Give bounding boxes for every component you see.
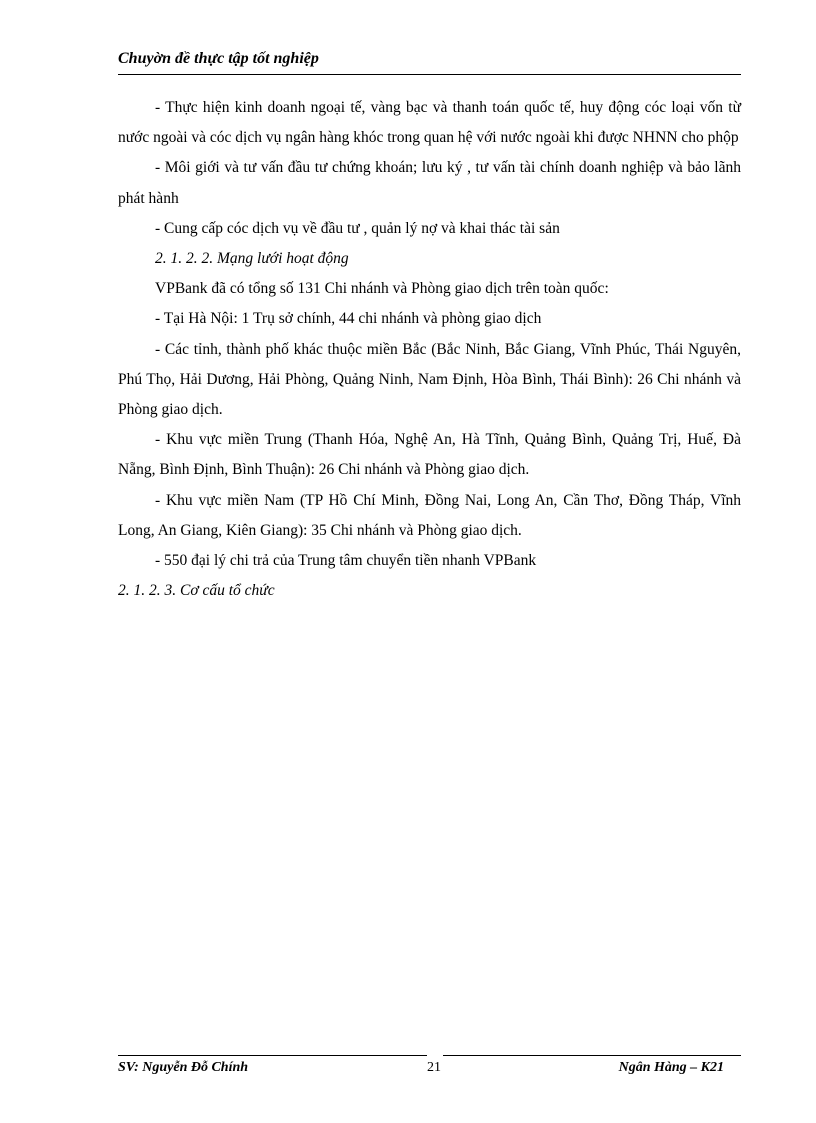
paragraph-agents: - 550 đại lý chi trả của Trung tâm chuyển tiền nhanh VPBank — [155, 552, 537, 570]
paragraph-south-region: - Khu vực miền Nam (TP Hồ Chí Minh, Đồng Nai, Long An, Cần Thơ, Đồng Tháp, Vĩnh Long, An Giang, Kiên Giang): 35 Chi nhánh và Phòng giao dịch. — [118, 491, 741, 539]
page-header — [118, 50, 741, 75]
document-body — [118, 93, 741, 606]
paragraph-brokerage: - Môi giới và tư vấn đầu tư chứng khoán; lưu ký , tư vấn tài chính doanh nghiệp và bảo lãnh phát hành — [118, 159, 741, 207]
footer-divider-right — [443, 1055, 741, 1056]
paragraph-north-region: - Các tỉnh, thành phố khác thuộc miền Bắc (Bắc Ninh, Bắc Giang, Vĩnh Phúc, Thái Nguyên, Phú Thọ, Hải Dương, Hải Phòng, Quảng Ninh, Nam Định, Hòa Bình, Thái Bình): 26 Chi nhánh và Phòng giao dịch. — [118, 340, 741, 419]
page-number: 21 — [427, 1060, 441, 1075]
paragraph-investment-services: - Cung cấp cóc dịch vụ về đầu tư , quản lý nợ và khai thác tài sản — [155, 219, 560, 237]
section-heading-organization: 2. 1. 2. 3. Cơ cấu tổ chức — [118, 582, 275, 600]
header-title: Chuyờn đề thực tập tốt nghiệp — [118, 50, 319, 67]
footer-student-name: SV: Nguyễn Đỗ Chính — [118, 1060, 249, 1075]
footer-class: Ngân Hàng – K21 — [618, 1060, 724, 1075]
paragraph-foreign-exchange: - Thực hiện kinh doanh ngoại tế, vàng bạc và thanh toán quốc tế, huy động cóc loại vốn từ nước ngoài và cóc dịch vụ ngân hàng khóc trong quan hệ với nước ngoài khi được NHNN cho phộp — [118, 99, 741, 147]
paragraph-network-summary: VPBank đã có tổng số 131 Chi nhánh và Phòng giao dịch trên toàn quốc: — [155, 280, 609, 298]
section-heading-network: 2. 1. 2. 2. Mạng lưới hoạt động — [155, 250, 349, 268]
page-footer — [118, 1060, 741, 1078]
footer-divider-left — [118, 1055, 427, 1056]
paragraph-hanoi: - Tại Hà Nội: 1 Trụ sở chính, 44 chi nhánh và phòng giao dịch — [155, 310, 542, 328]
paragraph-central-region: - Khu vực miền Trung (Thanh Hóa, Nghệ An, Hà Tĩnh, Quảng Bình, Quảng Trị, Huế, Đà Nẵng, Bình Định, Bình Thuận): 26 Chi nhánh và Phòng giao dịch. — [118, 431, 741, 479]
